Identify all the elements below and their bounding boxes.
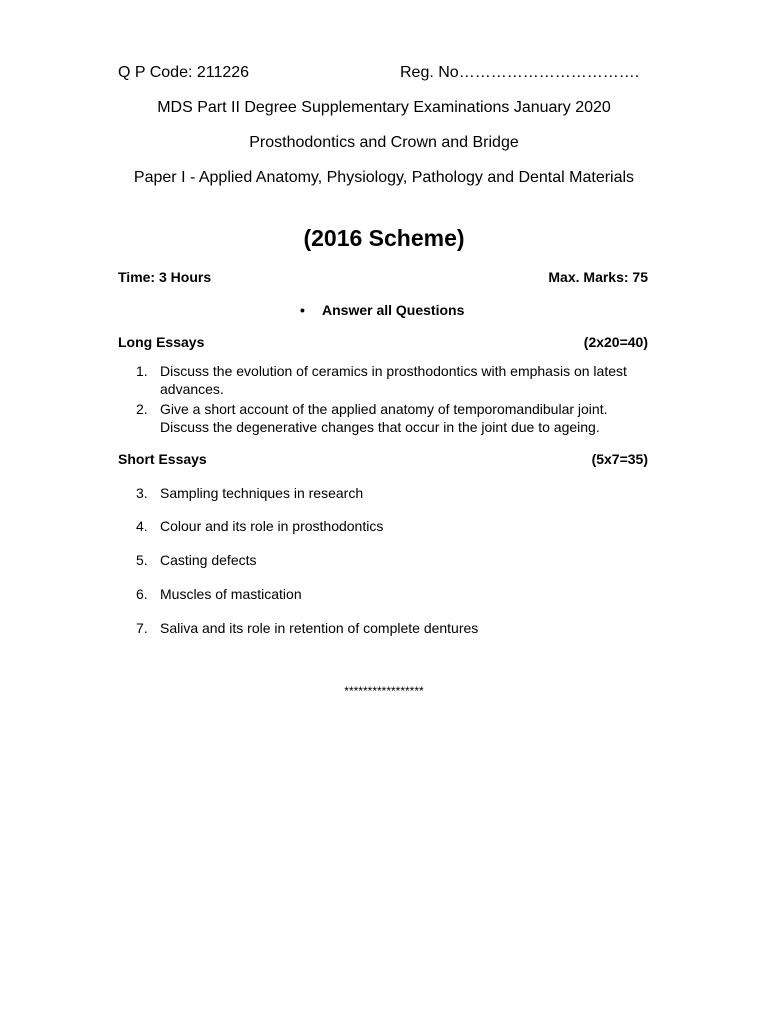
- question-item: [136, 551, 648, 569]
- reg-no: Reg. No…………………………….: [400, 64, 640, 81]
- question-number: 7.: [136, 620, 148, 636]
- bullet-icon: •: [300, 302, 305, 318]
- question-item: [136, 585, 648, 603]
- question-item: [136, 619, 648, 637]
- time-label: Time: 3 Hours: [118, 269, 212, 285]
- question-text: Sampling techniques in research: [160, 485, 364, 501]
- question-item: [136, 484, 648, 502]
- section-marks: (5x7=35): [591, 451, 648, 467]
- scheme-title: (2016 Scheme): [303, 225, 465, 251]
- long-essays-header: [118, 334, 648, 354]
- question-number: 6.: [136, 586, 148, 602]
- section-heading: Long Essays: [118, 334, 205, 350]
- time-marks-row: [118, 269, 648, 289]
- max-marks-label: Max. Marks: 75: [548, 269, 648, 285]
- question-text: Discuss the evolution of ceramics in prosthodontics with emphasis on latest advances.: [160, 363, 627, 397]
- instruction-text: Answer all Questions: [322, 302, 465, 318]
- question-text: Muscles of mastication: [160, 586, 302, 602]
- paper-title: Paper I - Applied Anatomy, Physiology, Pathology and Dental Materials: [133, 169, 635, 186]
- question-number: 2.: [136, 401, 148, 417]
- header-line: [118, 64, 648, 88]
- question-text: Casting defects: [160, 552, 257, 568]
- question-item: [136, 517, 648, 535]
- question-number: 3.: [136, 485, 148, 501]
- subject-title: Prosthodontics and Crown and Bridge: [249, 134, 519, 151]
- question-text: Colour and its role in prosthodontics: [160, 518, 384, 534]
- question-item: [136, 400, 648, 436]
- question-number: 5.: [136, 552, 148, 568]
- qp-code: Q P Code: 211226: [118, 64, 250, 81]
- section-heading: Short Essays: [118, 451, 207, 467]
- question-number: 4.: [136, 518, 148, 534]
- question-text: Saliva and its role in retention of complete dentures: [160, 620, 479, 636]
- exam-title: MDS Part II Degree Supplementary Examinations January 2020: [157, 99, 611, 116]
- question-number: 1.: [136, 363, 148, 379]
- instruction: [300, 302, 464, 318]
- section-marks: (2x20=40): [583, 334, 648, 350]
- question-item: [136, 362, 648, 398]
- short-essays-header: [118, 451, 648, 471]
- question-text: Give a short account of the applied anatomy of temporomandibular joint. Discuss the degenerative changes that occur in the joint due to ageing.: [160, 401, 608, 435]
- end-marker: *****************: [344, 684, 424, 698]
